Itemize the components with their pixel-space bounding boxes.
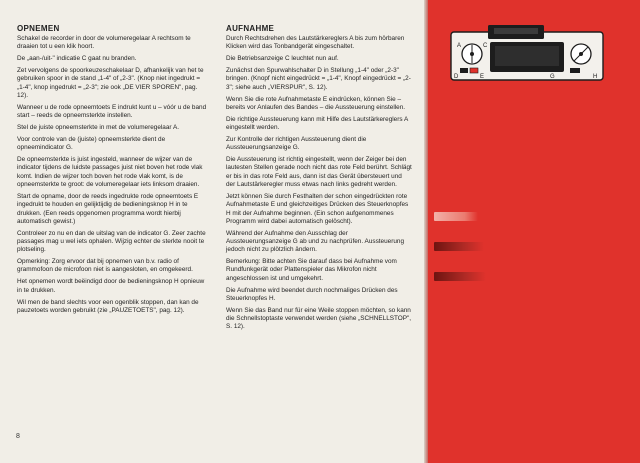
paragraph: Zur Kontrolle der richtigen Aussteuerung dient die Aussteuerungsanzeige G.: [226, 135, 367, 152]
paragraph: Stel de juiste opneemsterkte in met de volumeregelaar A.: [17, 124, 179, 132]
dutch-column: [17, 24, 209, 319]
level-strip-correct: [434, 212, 478, 221]
note-paragraph: Bemerkung: Bitte achten Sie darauf dass bei Aufnahme vom Rundfunkgerät oder Plattenspieler das Mikrofon nicht angeschlossen ist und umgekehrt.: [226, 258, 397, 282]
paragraph: Wanneer u de rode opneemtoets E indrukt kunt u – vóór u de band start – reeds de opneemsterkte instellen.: [17, 103, 207, 120]
paragraph: Start de opname, door de reeds ingedrukte rode opneemtoets E ingedrukt te houden en gelijktijdig de bedieningsknop H in te drukken. (Een reeds opgenomen programma wordt hierbij automatisch gewist.): [17, 192, 199, 225]
tape-recorder-illustration: [450, 24, 604, 84]
level-strip-low: [434, 242, 484, 251]
paragraph: Die richtige Aussteuerung kann mit Hilfe des Lautstärkereglers A eingestellt werden.: [226, 115, 408, 132]
paragraph: Die Aussteuerung ist richtig eingestellt, wenn der Zeiger bei den lautesten Stellen gerade noch nicht das rote Feld berührt. Schlägt er bis in das rote Feld aus, dann ist das Gerät übersteuert und der Lautstärkeregler muss etwas nach links gedreht werden.: [226, 156, 412, 189]
paragraph: De „aan-/uit-" indicatie C gaat nu branden.: [17, 55, 137, 63]
section-heading-opnemen: OPNEMEN: [17, 24, 60, 33]
paragraph: Jetzt können Sie durch Festhalten der schon eingedrückten rote Aufnahmetaste E und gleichzeitiges Drücken des Steuerknopfes H mit der Aufnahme beginnen. (Ein schon aufgenommenes Programm wird dabei automatisch gelöscht).: [226, 192, 409, 225]
page-number: 8: [16, 433, 20, 440]
paragraph: De opneemsterkte is juist ingesteld, wanneer de wijzer van de indicator tijdens de luidste passages juist niet boven het rode vlak komt. Indien de wijzer toch boven het rode vlak komt, is de opneemsterkte te groot: de volumeregelaar iets linksom draaien.: [17, 156, 203, 189]
paragraph: Schakel de recorder in door de volumeregelaar A rechtsom te draaien tot u een klik hoort.: [17, 35, 191, 51]
paragraph: Die Betriebsanzeige C leuchtet nun auf.: [226, 55, 339, 63]
label-a: A: [457, 43, 462, 49]
illustration-panel: [428, 0, 640, 463]
paragraph: Wil men de band slechts voor een ogenblik stoppen, dan kan de pauzetoets worden gebruikt (zie „PAUZETOETS", pag. 12).: [17, 298, 199, 314]
section-heading-aufnahme: AUFNAHME: [226, 24, 275, 33]
paragraph: Zunächst den Spurwahlschalter D in Stellung „1-4" oder „2-3" bringen. (Knopf nicht eingedrückt = „1-4", Knopf eingedrückt = „2-3"; siehe auch „VIERSPUR", S. 12).: [226, 67, 411, 91]
note-paragraph: Opmerking: Zorg ervoor dat bij opnemen van b.v. radio of grammofoon de microfoon niet is aangesloten, en omgekeerd.: [17, 258, 193, 274]
label-g: G: [550, 74, 555, 80]
german-column: [226, 24, 412, 335]
paragraph: Controleer zo nu en dan de uitslag van de indicator G. Zeer zachte passages mag u wel iets ophalen. Wijzig echter de sterkte nooit te plotseling.: [17, 229, 206, 254]
paragraph: Wenn Sie die rote Aufnahmetaste E eindrücken, können Sie – bereits vor Anlaufen des Bandes – die Aussteuerung einstellen.: [226, 95, 406, 111]
label-d: D: [454, 74, 459, 80]
paragraph: Voor controle van de (juiste) opneemsterkte dient de opneemindicator G.: [17, 135, 166, 152]
paragraph: Wenn Sie das Band nur für eine Weile stoppen möchten, so kann die Schnellstoptaste verwendet werden (siehe „SCHNELLSTOP", S. 12).: [226, 306, 412, 331]
paragraph: Zet vervolgens de spoorkeuzeschakelaar D, afhankelijk van het te gebruiken spoor in de stand „1-4" of „2-3". (Knop niet ingedrukt = „1-4", knop ingedrukt = „2-3"; zie ook „DE VIER SPOREN", pag. 12).: [17, 67, 204, 99]
label-h: H: [593, 74, 598, 80]
level-strip-high: [434, 272, 486, 281]
label-e: E: [480, 74, 485, 80]
paragraph: Die Aufnahme wird beendet durch nochmaliges Drücken des Steuerknopfes H.: [226, 286, 398, 302]
paragraph: Während der Aufnahme den Ausschlag der Aussteuerungsanzeige G ab und zu nachprüfen. Aussteuerung jedoch nicht zu plötzlich ändern.: [226, 229, 404, 254]
paragraph: Durch Rechtsdrehen des Lautstärkereglers A bis zum hörbaren Klicken wird das Tonbandgerät eingeschaltet.: [226, 35, 405, 51]
paragraph: Het opnemen wordt beëindigd door de bedieningsknop H opnieuw in te drukken.: [17, 278, 205, 294]
label-c: C: [483, 43, 488, 49]
